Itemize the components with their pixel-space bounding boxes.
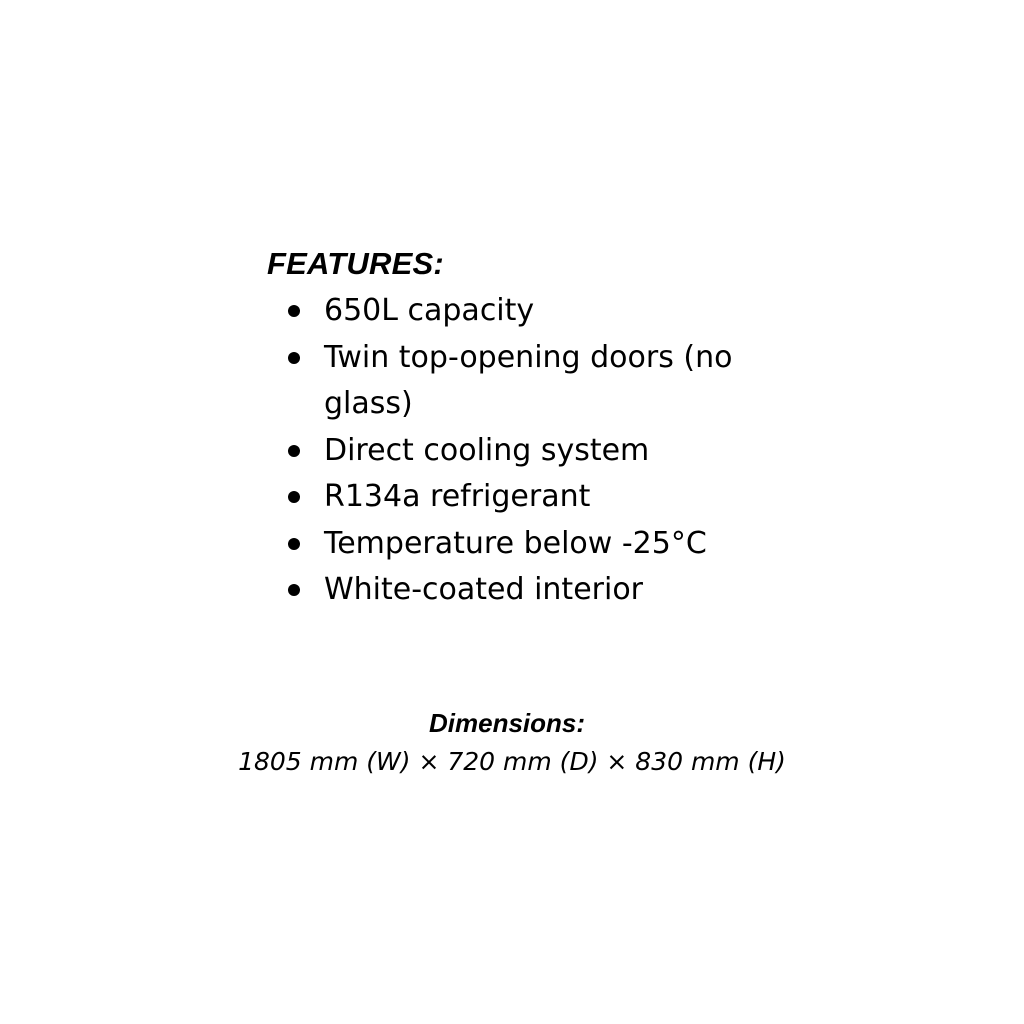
features-list bbox=[267, 288, 787, 614]
bullet-icon bbox=[288, 445, 300, 457]
feature-text: White-coated interior bbox=[324, 572, 644, 607]
bullet-icon bbox=[288, 538, 300, 550]
dimensions-heading: Dimensions: bbox=[428, 708, 586, 738]
dimensions-value: 1805 mm (W) × 720 mm (D) × 830 mm (H) bbox=[238, 747, 786, 776]
feature-item bbox=[267, 335, 744, 428]
feature-text: 650L capacity bbox=[324, 293, 535, 328]
feature-item bbox=[267, 521, 744, 568]
feature-text: Direct cooling system bbox=[324, 432, 650, 468]
features-heading: FEATURES: bbox=[267, 246, 444, 281]
feature-text: R134a refrigerant bbox=[324, 479, 591, 514]
bullet-icon bbox=[288, 352, 300, 364]
feature-item bbox=[267, 567, 744, 614]
feature-item bbox=[267, 288, 744, 335]
feature-item bbox=[267, 474, 744, 521]
features-section bbox=[267, 242, 787, 614]
feature-item bbox=[267, 428, 744, 475]
feature-text: Temperature below -25°C bbox=[324, 525, 707, 561]
dimensions-section bbox=[0, 703, 1024, 781]
bullet-icon bbox=[288, 305, 300, 317]
bullet-icon bbox=[288, 584, 300, 596]
bullet-icon bbox=[288, 491, 300, 503]
feature-text: Twin top-opening doors (no glass) bbox=[324, 339, 733, 421]
